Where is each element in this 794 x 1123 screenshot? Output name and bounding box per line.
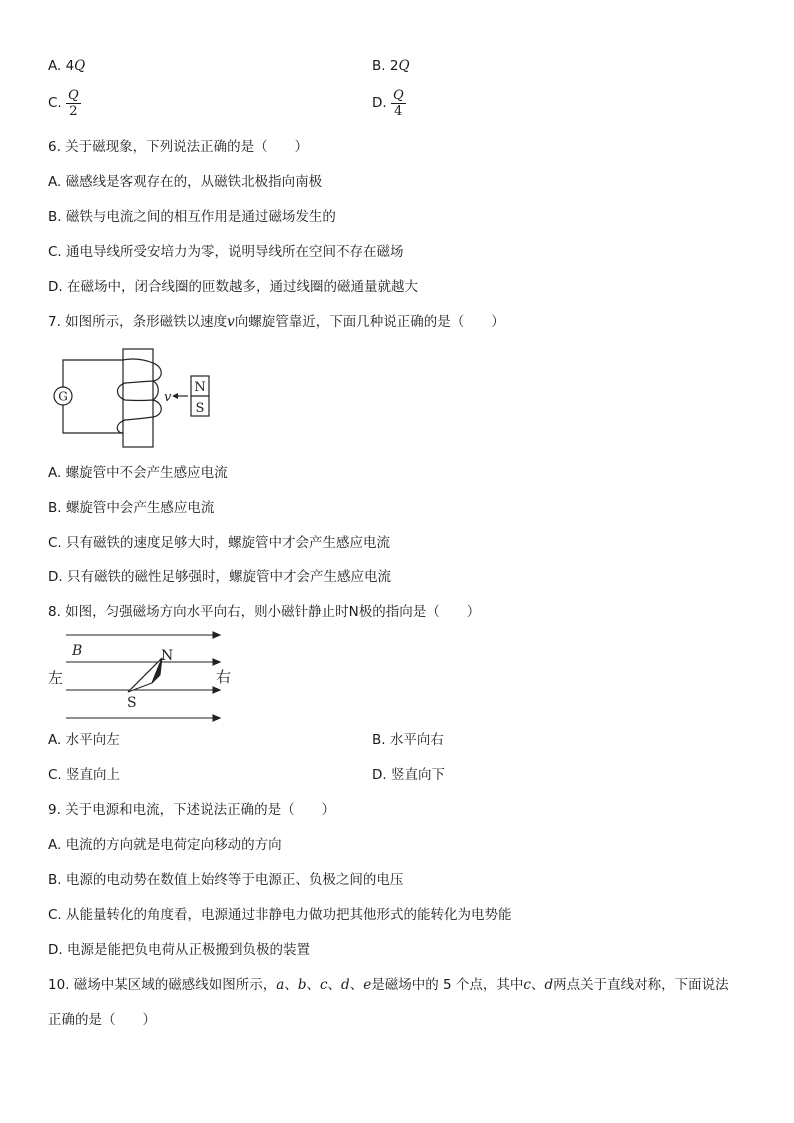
fraction-q-over-4: $\frac{Q}{4}$ [392,87,404,119]
magnet-north-label: N [194,380,206,395]
q6-stem: 6. 关于磁现象，下列说法正确的是（ ） [48,139,309,155]
compass-field-figure [44,625,244,725]
q9-stem: 9. 关于电源和电流，下述说法正确的是（ ） [48,802,336,818]
solenoid-core [123,349,153,447]
q10-stem-continued: 正确的是（ ） [48,1012,156,1028]
q6-option-c: C. 通电导线所受安培力为零，说明导线所在空间不存在磁场 [48,244,404,260]
q7-stem: 7. 如图所示，条形磁铁以速度v向螺旋管靠近，下面几种说正确的是（ ） [48,314,505,330]
q5-option-b: B. 2Q [372,58,410,74]
field-b-label: B [72,643,83,659]
q8-stem: 8. 如图，匀强磁场方向水平向右，则小磁针静止时N极的指向是（ ） [48,604,481,620]
needle-south-label: S [127,695,137,711]
q6-option-d: D. 在磁场中，闭合线圈的匝数越多，通过线圈的磁通量就越大 [48,279,418,295]
needle-north-label: N [161,648,174,664]
q7-option-a: A. 螺旋管中不会产生感应电流 [48,465,228,481]
velocity-label: v [164,390,172,405]
q5-option-c: C. $\frac{Q}{2}$ [48,87,79,119]
q7-option-c: C. 只有磁铁的速度足够大时，螺旋管中才会产生感应电流 [48,535,391,551]
q6-option-a: A. 磁感线是客观存在的，从磁铁北极指向南极 [48,174,323,190]
q7-option-b: B. 螺旋管中会产生感应电流 [48,500,215,516]
left-label: 左 [48,669,64,687]
q6-option-b: B. 磁铁与电流之间的相互作用是通过磁场发生的 [48,209,336,225]
q5-option-d: D. $\frac{Q}{4}$ [372,87,404,119]
q8-option-a: A. 水平向左 [48,732,120,748]
solenoid-magnet-figure [46,345,226,450]
fraction-q-over-2: $\frac{Q}{2}$ [68,87,79,119]
q8-option-c: C. 竖直向上 [48,767,121,783]
galvanometer-label: G [58,389,68,404]
q8-option-d: D. 竖直向下 [372,767,445,783]
q10-stem: 10. 磁场中某区域的磁感线如图所示，a、b、c、d、e是磁场中的 5 个点，其中c、d两点关于直线对称，下面说法 [48,977,729,993]
q5-option-a: A. 4Q [48,58,86,74]
q9-option-d: D. 电源是能把负电荷从正极搬到负极的装置 [48,942,310,958]
q9-option-c: C. 从能量转化的角度看，电源通过非静电力做功把其他形式的能转化为电势能 [48,907,512,923]
q9-option-a: A. 电流的方向就是电荷定向移动的方向 [48,837,282,853]
q8-option-b: B. 水平向右 [372,732,444,748]
q9-option-b: B. 电源的电动势在数值上始终等于电源正、负极之间的电压 [48,872,404,888]
right-label: 右 [216,668,232,686]
coil-turn [153,381,158,400]
velocity-arrowhead [172,393,178,399]
magnet-south-label: S [195,401,205,416]
q7-option-d: D. 只有磁铁的磁性足够强时，螺旋管中才会产生感应电流 [48,569,391,585]
